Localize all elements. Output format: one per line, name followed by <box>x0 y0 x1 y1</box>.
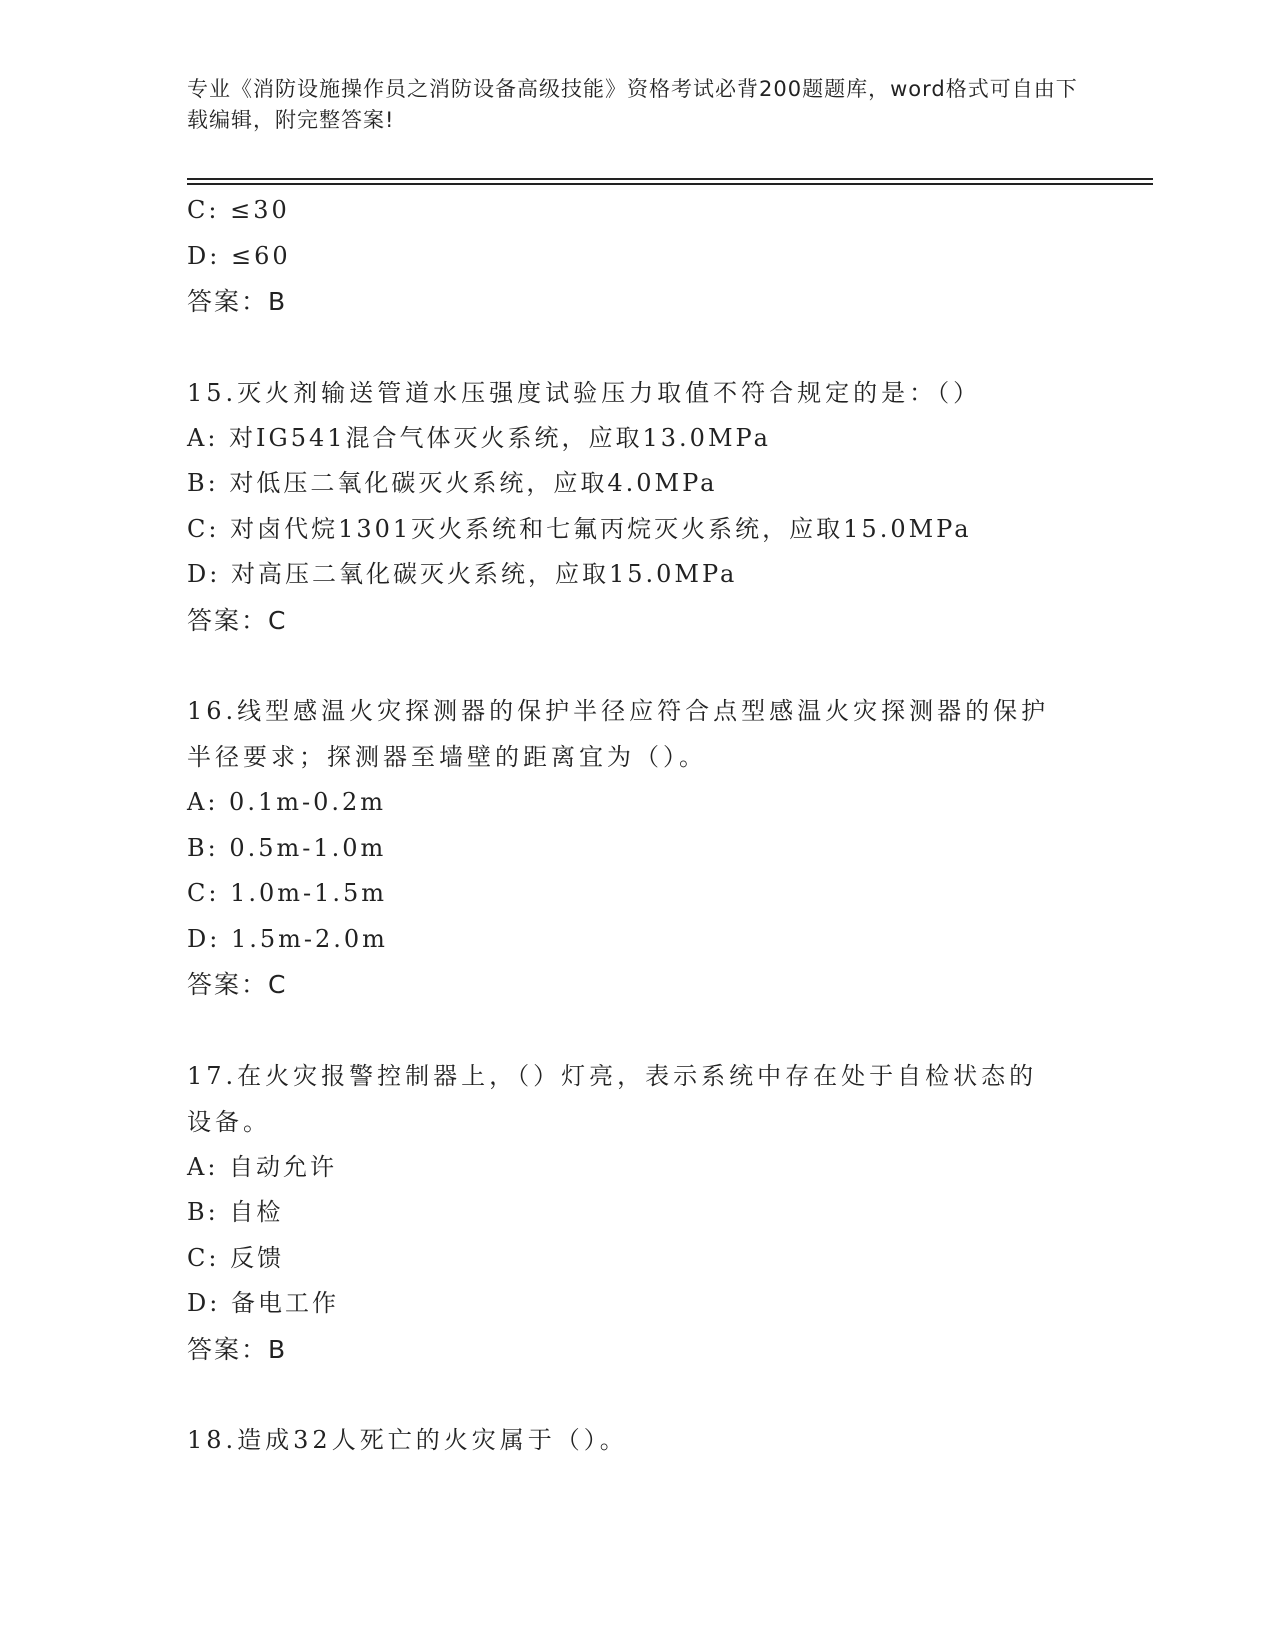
question-16 <box>187 688 1087 1008</box>
answer-line: 答案：B <box>187 1334 288 1364</box>
spacer <box>187 643 1087 688</box>
question-14-continued <box>187 188 1087 325</box>
option-b: B: 自检 <box>187 1198 284 1226</box>
answer-line: 答案：C <box>187 605 288 635</box>
option-a: A: 0.1m-0.2m <box>187 788 387 816</box>
option-c: C: 1.0m-1.5m <box>187 879 388 907</box>
question-17 <box>187 1053 1087 1373</box>
option-c: C: ≤30 <box>187 196 290 224</box>
option-d: D: ≤60 <box>187 241 291 270</box>
option-a: A: 自动允许 <box>187 1152 338 1181</box>
spacer <box>187 1008 1087 1053</box>
option-c: C: 反馈 <box>187 1243 285 1272</box>
question-text: 15.灭火剂输送管道水压强度试验压力取值不符合规定的是：（） <box>187 378 982 407</box>
answer-line: 答案：C <box>187 970 288 999</box>
question-text: 18.造成32人死亡的火灾属于（）。 <box>187 1426 628 1454</box>
answer-line: 答案：B <box>187 287 288 316</box>
question-15 <box>187 370 1087 644</box>
document-body <box>187 188 1087 1463</box>
option-c: C: 对卤代烷1301灭火系统和七氟丙烷灭火系统，应取15.0MPa <box>187 514 972 543</box>
document-header: 专业《消防设施操作员之消防设备高级技能》资格考试必背200题题库，word格式可自由下载编辑，附完整答案! <box>187 77 1078 132</box>
option-b: B: 0.5m-1.0m <box>187 833 387 862</box>
spacer <box>187 325 1087 370</box>
spacer <box>187 1372 1087 1417</box>
header-rule-bottom <box>187 183 1153 185</box>
option-d: D: 备电工作 <box>187 1289 339 1317</box>
option-a: A: 对IG541混合气体灭火系统，应取13.0MPa <box>187 423 771 452</box>
question-text-continued: 设备。 <box>187 1107 271 1136</box>
question-text: 16.线型感温火灾探测器的保护半径应符合点型感温火灾探测器的保护 <box>187 697 1050 725</box>
question-text-continued: 半径要求；探测器至墙壁的距离宜为（）。 <box>187 743 707 771</box>
question-text: 17.在火灾报警控制器上，（）灯亮，表示系统中存在处于自检状态的 <box>187 1061 1038 1090</box>
option-d: D: 1.5m-2.0m <box>187 924 388 953</box>
header-rule-top <box>187 178 1153 180</box>
option-d: D: 对高压二氧化碳灭火系统，应取15.0MPa <box>187 560 738 588</box>
question-18 <box>187 1417 1087 1463</box>
option-b: B: 对低压二氧化碳灭火系统，应取4.0MPa <box>187 469 718 497</box>
